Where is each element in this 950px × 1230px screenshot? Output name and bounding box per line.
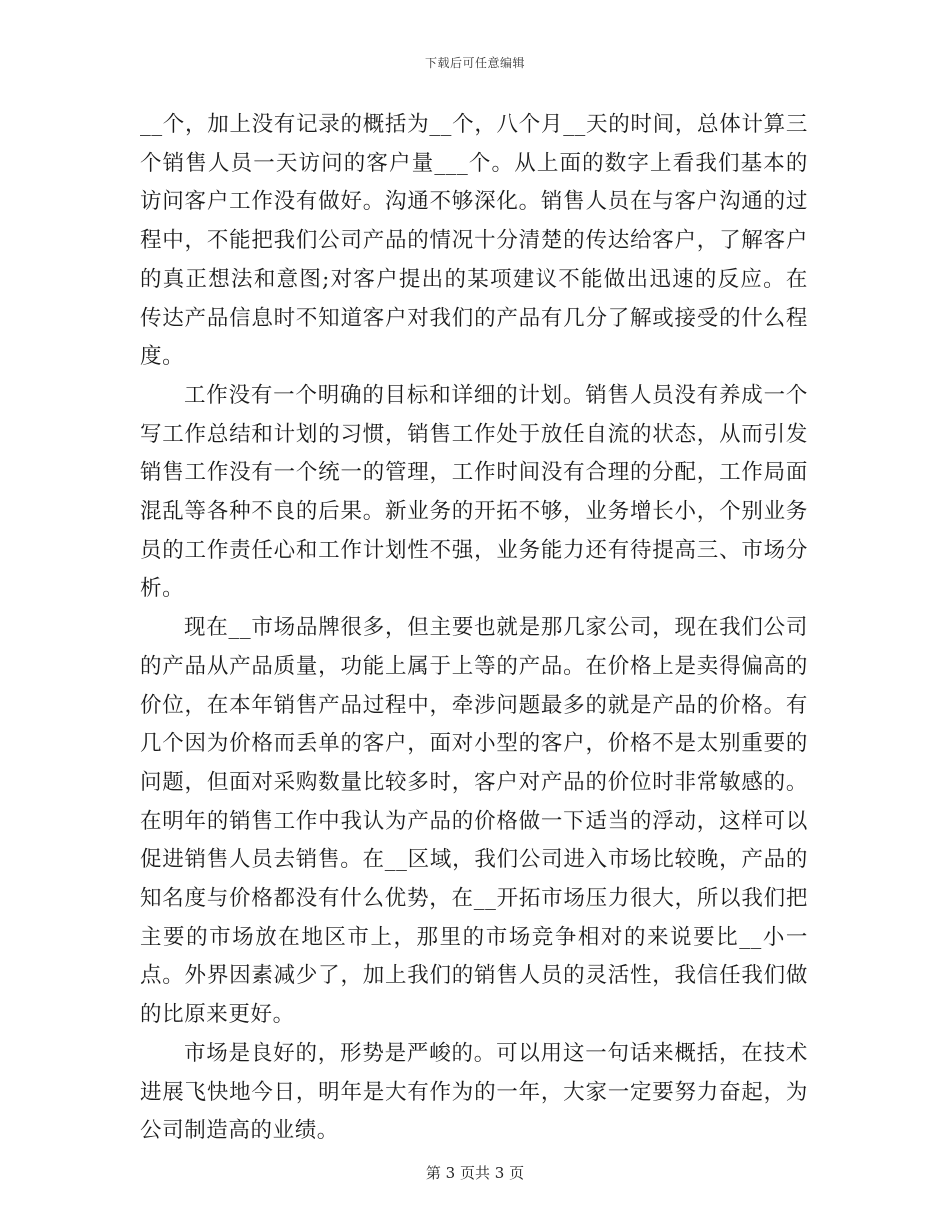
paragraph-1: __个，加上没有记录的概括为__个，八个月__天的时间，总体计算三个销售人员一天访问的客户量___个。从上面的数字上看我们基本的访问客户工作没有做好。沟通不够深化。销售人员在与客户沟通的过程中，不能把我们公司产品的情况十分清楚的传达给客户，了解客户的真正想法和意图;对客户提出的某项建议不能做出迅速的反应。在传达产品信息时不知道客户对我们的产品有几分了解或接受的什么程度。 [140,112,808,370]
page-footer: 第 3 页共 3 页 [425,1164,525,1182]
paragraph-4: 市场是良好的，形势是严峻的。可以用这一句话来概括，在技术进展飞快地今日，明年是大有作为的一年，大家一定要努力奋起，为公司制造高的业绩。 [140,1040,808,1144]
document-body [140,106,808,1151]
page-header: 下载后可任意编辑 [424,56,525,70]
paragraph-3: 现在__市场品牌很多，但主要也就是那几家公司，现在我们公司的产品从产品质量，功能上属于上等的产品。在价格上是卖得偏高的价位，在本年销售产品过程中，牵涉问题最多的就是产品的价格。有几个因为价格而丢单的客户，面对小型的客户，价格不是太别重要的问题，但面对采购数量比较多时，客户对产品的价位时非常敏感的。在明年的销售工作中我认为产品的价格做一下适当的浮动，这样可以促进销售人员去销售。在__区域，我们公司进入市场比较晚，产品的知名度与价格都没有什么优势，在__开拓市场压力很大，所以我们把主要的市场放在地区市上，那里的市场竞争相对的来说要比__小一点。外界因素减少了，加上我们的销售人员的灵活性，我信任我们做的比原来更好。 [140,615,808,1028]
paragraph-2: 工作没有一个明确的目标和详细的计划。销售人员没有养成一个写工作总结和计划的习惯，销售工作处于放任自流的状态，从而引发销售工作没有一个统一的管理，工作时间没有合理的分配，工作局面混乱等各种不良的后果。新业务的开拓不够，业务增长小，个别业务员的工作责任心和工作计划性不强，业务能力还有待提高三、市场分析。 [140,382,808,602]
